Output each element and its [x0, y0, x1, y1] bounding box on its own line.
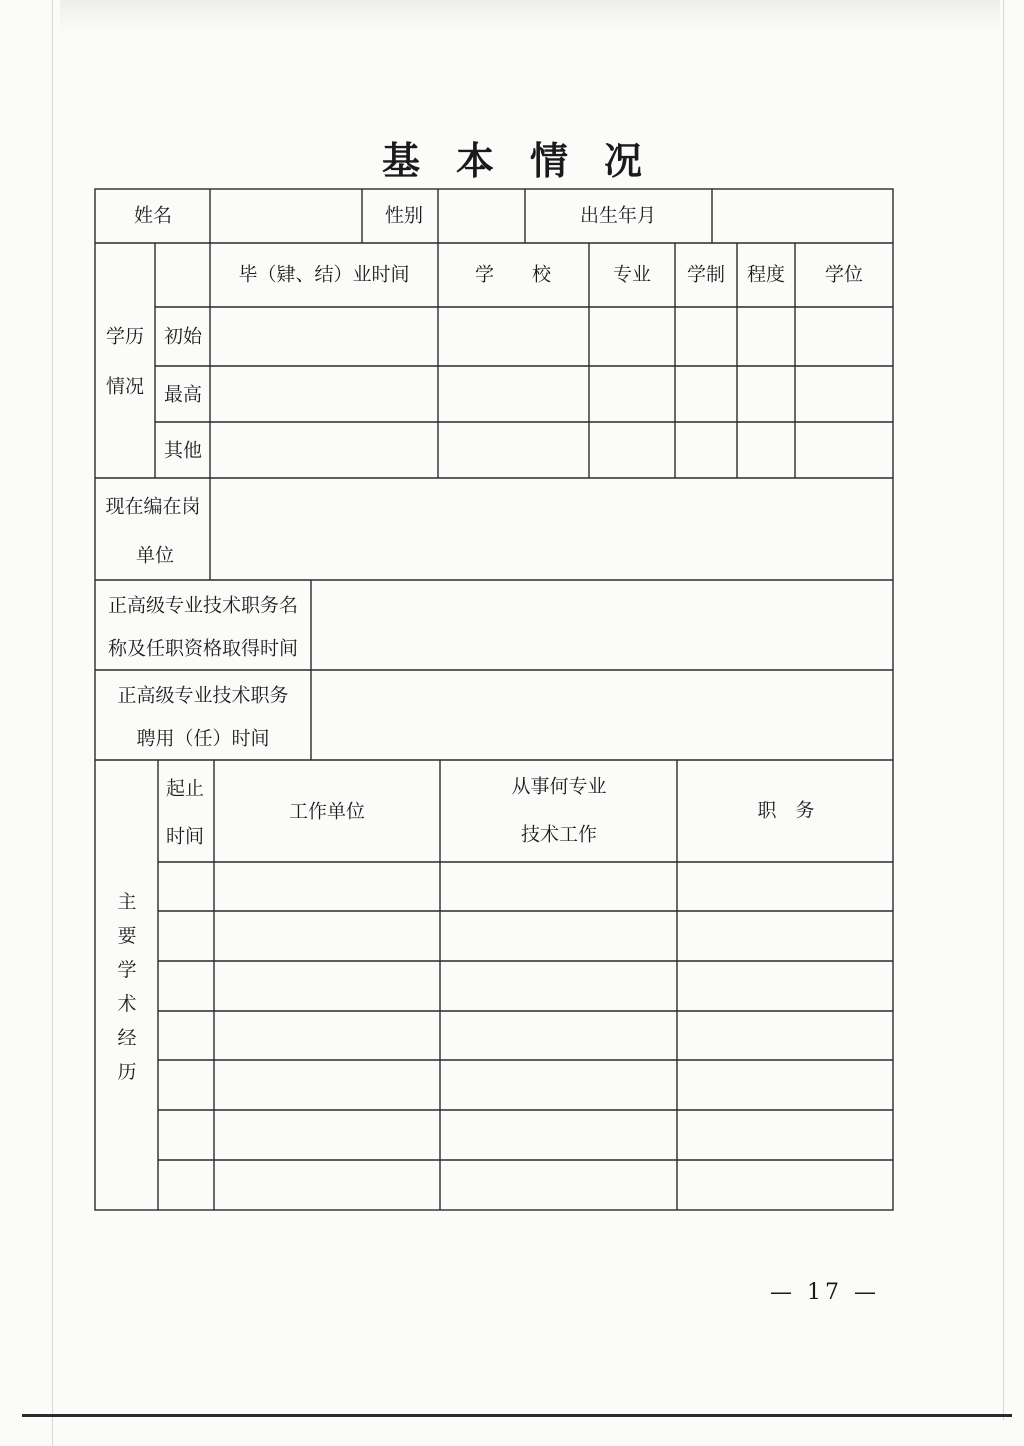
- name-field[interactable]: [212, 191, 360, 241]
- name-label: 姓名: [133, 204, 173, 227]
- career-section-label: 主 要 学 术 经 历: [117, 891, 137, 1083]
- page-number: — 17 —: [770, 1280, 880, 1305]
- appointment-field[interactable]: [313, 672, 891, 758]
- position-header: 职 务: [757, 799, 815, 822]
- current-unit-label-2: 单位: [135, 544, 175, 567]
- degree-header: 学位: [824, 263, 864, 286]
- appointment-label-2: 聘用（任）时间: [136, 727, 270, 750]
- gender-field[interactable]: [440, 191, 523, 241]
- title-qualification-label-2: 称及任职资格取得时间: [107, 637, 299, 660]
- level-header: 程度: [746, 263, 786, 286]
- school-header: 学 校: [474, 263, 552, 286]
- title-qualification-label: 正高级专业技术职务名: [107, 594, 299, 617]
- page-title: 基本情况: [381, 138, 678, 183]
- current-unit-label: 现在编在岗: [105, 495, 201, 518]
- education-row-highest: 最高: [163, 383, 203, 406]
- major-header: 专业: [612, 263, 652, 286]
- field-header-2: 技术工作: [520, 823, 598, 846]
- workplace-header: 工作单位: [288, 800, 366, 823]
- period-header: 起止: [165, 777, 205, 800]
- birth-date-label: 出生年月: [579, 204, 657, 227]
- education-section-label: 学历: [105, 325, 145, 348]
- period-header-2: 时间: [165, 825, 205, 848]
- title-qualification-field[interactable]: [313, 582, 891, 668]
- field-header: 从事何专业: [511, 775, 607, 798]
- education-row-initial: 初始: [163, 325, 203, 348]
- education-row-other: 其他: [163, 439, 203, 462]
- appointment-label: 正高级专业技术职务: [117, 684, 289, 707]
- graduation-time-header: 毕（肄、结）业时间: [238, 263, 410, 286]
- current-unit-field[interactable]: [212, 480, 891, 578]
- duration-header: 学制: [686, 263, 726, 286]
- gender-label: 性别: [384, 204, 424, 227]
- birth-date-field[interactable]: [714, 191, 891, 241]
- bottom-rule: [22, 1414, 1012, 1417]
- education-section-label-2: 情况: [105, 375, 145, 398]
